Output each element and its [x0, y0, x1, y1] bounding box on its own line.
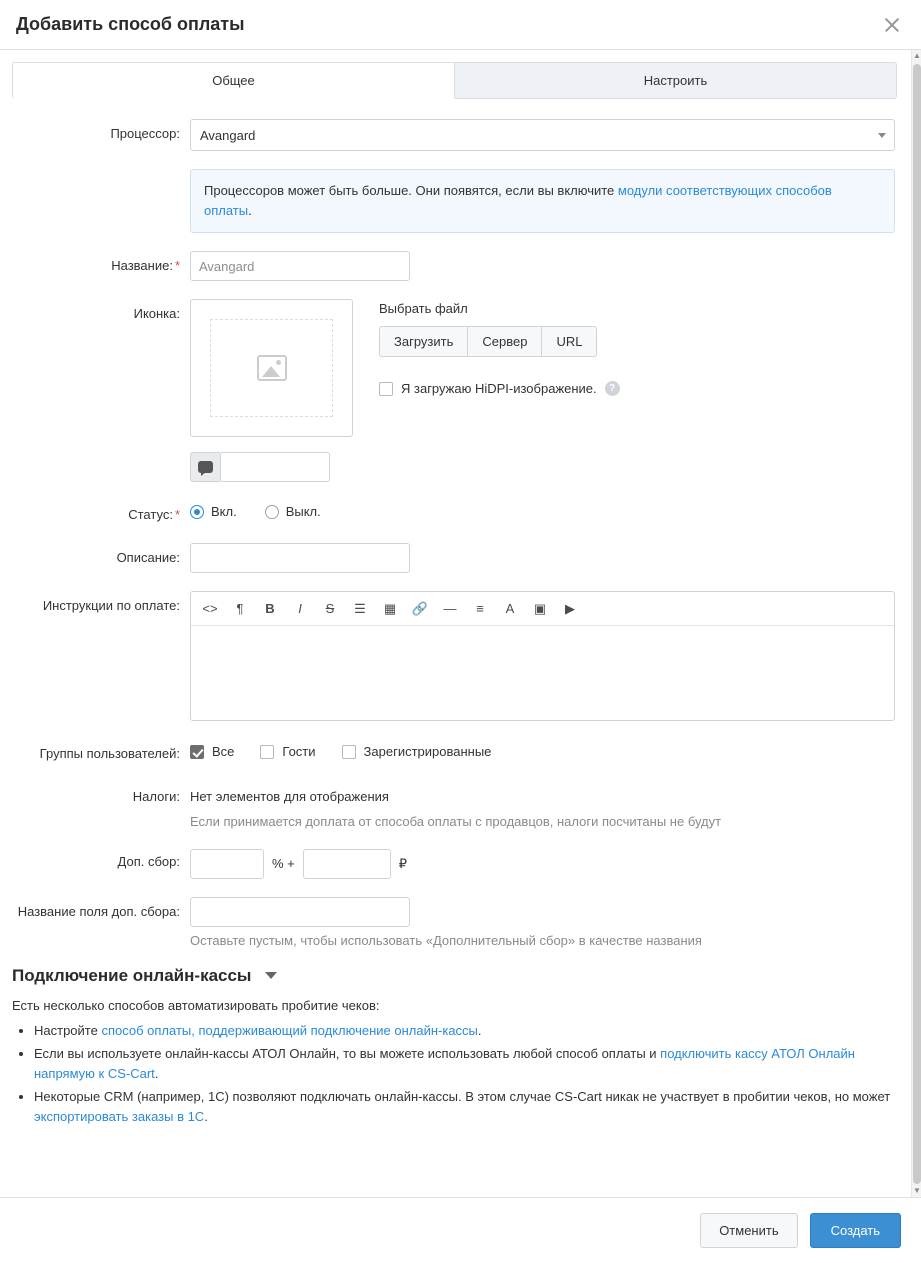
image-icon[interactable]: ▣	[533, 600, 547, 616]
name-input[interactable]	[190, 251, 410, 281]
required-marker: *	[174, 258, 180, 274]
modal-body	[0, 50, 921, 1197]
modal-footer	[0, 1197, 921, 1263]
user-group-registered-label: Зарегистрированные	[363, 744, 492, 760]
source-code-icon[interactable]: <>	[202, 601, 218, 617]
taxes-hint: Если принимается доплата от способа оплаты с продавцов, налоги посчитаны не будут	[190, 813, 722, 829]
surcharge-absolute-input[interactable]	[303, 849, 391, 879]
section-title: Подключение онлайн-кассы	[12, 965, 252, 985]
hidpi-row	[379, 381, 620, 396]
surcharge-title-hint: Оставьте пустым, чтобы использовать «Дополнительный сбор» в качестве названия	[190, 932, 702, 948]
bullet-1-after: .	[477, 1022, 482, 1038]
rich-text-editor	[190, 591, 895, 721]
payment-method-cashier-link[interactable]: способ оплаты, поддерживающий подключение онлайн-кассы	[101, 1022, 478, 1038]
upload-button[interactable]: Загрузить	[379, 326, 468, 357]
export-orders-1c-link[interactable]: экспортировать заказы в 1С	[34, 1109, 205, 1125]
strikethrough-icon[interactable]: S	[325, 601, 335, 617]
user-group-guests-label: Гости	[282, 744, 316, 760]
icon-alt-row	[190, 452, 909, 482]
icon-placeholder	[210, 319, 333, 417]
online-cashier-section-header[interactable]	[12, 966, 909, 986]
description-input[interactable]	[190, 543, 410, 573]
required-marker-status: *	[174, 507, 180, 523]
list-item	[34, 1087, 909, 1127]
field-row-taxes	[12, 782, 909, 829]
icon-label: Иконка:	[133, 306, 180, 322]
notice-text-after: .	[248, 203, 252, 219]
payment-modules-link[interactable]: модули соответствующих способов оплаты	[204, 183, 832, 219]
page-title: Добавить способ оплаты	[16, 14, 245, 34]
user-group-all[interactable]	[190, 744, 234, 759]
tab-bar	[12, 62, 897, 99]
user-group-all-label: Все	[212, 744, 235, 760]
surcharge-title-input[interactable]	[190, 897, 410, 927]
text-color-icon[interactable]: A	[505, 601, 515, 617]
vertical-scrollbar[interactable]	[911, 50, 921, 1197]
user-group-guests[interactable]	[260, 744, 315, 759]
speech-bubble-icon	[198, 461, 213, 473]
bullet-2-before: Если вы используете онлайн-кассы АТОЛ Онлайн, то вы можете использовать любой способ оплаты и	[34, 1045, 661, 1061]
bold-icon[interactable]: B	[265, 601, 275, 617]
bullet-list-icon[interactable]: ☰	[354, 600, 366, 616]
field-row-notice	[12, 169, 909, 233]
instructions-label: Инструкции по оплате:	[42, 598, 180, 614]
surcharge-percent-input[interactable]	[190, 849, 264, 879]
user-group-registered[interactable]	[342, 744, 492, 759]
section-bullet-list	[12, 1021, 909, 1128]
url-button[interactable]: URL	[541, 326, 597, 357]
horizontal-rule-icon[interactable]: —	[443, 601, 457, 617]
video-icon[interactable]: ▶	[565, 600, 575, 616]
field-row-processor	[12, 119, 909, 151]
status-radio-off[interactable]	[265, 505, 279, 519]
field-row-description	[12, 543, 909, 573]
italic-icon[interactable]: I	[298, 601, 302, 617]
tab-general[interactable]: Общее	[12, 62, 455, 99]
processor-notice	[190, 169, 895, 233]
section-intro: Есть несколько способов автоматизировать пробитие чеков:	[12, 997, 380, 1013]
scroll-up-icon[interactable]: ▲	[913, 51, 921, 60]
bullet-2-after: .	[154, 1066, 159, 1082]
field-row-user-groups	[12, 739, 909, 764]
status-radio-on[interactable]	[190, 505, 204, 519]
taxes-empty-text: Нет элементов для отображения	[190, 788, 389, 804]
field-row-surcharge-title	[12, 897, 909, 948]
surcharge-separator: % +	[272, 856, 295, 872]
notice-spacer	[12, 169, 190, 233]
processor-label: Процессор:	[110, 126, 180, 141]
bullet-3-after: .	[204, 1109, 208, 1125]
icon-alt-input[interactable]	[220, 452, 330, 482]
chevron-down-icon	[878, 133, 886, 138]
scroll-down-icon[interactable]: ▼	[913, 1186, 921, 1195]
surcharge-title-label: Название поля доп. сбора:	[17, 903, 180, 919]
scrollbar-thumb[interactable]	[913, 64, 921, 1184]
question-icon[interactable]: ?	[605, 381, 620, 396]
atol-online-link[interactable]: подключить кассу АТОЛ Онлайн напрямую к CS-Cart	[34, 1045, 855, 1082]
list-item	[34, 1021, 909, 1041]
editor-content-area[interactable]	[191, 626, 894, 720]
bullet-3-before: Некоторые CRM (например, 1С) позволяют подключать онлайн-кассы. В этом случае CS-Cart никак не участвует в пробитии чеков, но может	[34, 1089, 891, 1105]
status-radio-group	[190, 500, 909, 519]
status-label-text: Статус:	[128, 507, 173, 523]
user-groups-checkboxes	[190, 739, 909, 759]
user-group-guests-checkbox[interactable]	[260, 745, 274, 759]
status-label	[12, 500, 190, 525]
field-row-status	[12, 500, 909, 525]
paragraph-icon[interactable]: ¶	[236, 601, 244, 617]
processor-select-value: Avangard	[200, 127, 256, 143]
user-groups-label: Группы пользователей:	[39, 746, 180, 762]
field-row-icon	[12, 299, 909, 482]
image-placeholder-icon	[257, 355, 287, 381]
choose-file-label: Выбрать файл	[379, 301, 468, 317]
user-group-all-checkbox[interactable]	[190, 745, 204, 759]
notice-text-before: Процессоров может быть больше. Они появятся, если вы включите	[204, 183, 618, 198]
taxes-label: Налоги:	[132, 788, 180, 804]
processor-select[interactable]	[190, 119, 895, 151]
upload-button-group	[379, 326, 620, 357]
hidpi-label: Я загружаю HiDPI-изображение.	[401, 381, 597, 397]
align-icon[interactable]: ≡	[476, 601, 484, 617]
table-icon[interactable]: ▦	[383, 600, 397, 616]
name-label	[12, 251, 190, 281]
chevron-down-icon[interactable]	[265, 972, 277, 979]
editor-toolbar	[191, 592, 894, 626]
link-icon[interactable]: 🔗	[411, 600, 429, 616]
name-label-text: Название:	[111, 258, 173, 274]
icon-preview[interactable]	[190, 299, 353, 437]
surcharge-inputs	[190, 847, 909, 879]
description-label: Описание:	[116, 550, 180, 566]
status-label-on: Вкл.	[211, 504, 237, 520]
modal-header	[0, 0, 921, 50]
field-row-instructions	[12, 591, 909, 721]
tab-configure[interactable]: Настроить	[455, 62, 897, 99]
bullet-1-before: Настройте	[34, 1022, 102, 1038]
cancel-button[interactable]: Отменить	[700, 1213, 797, 1248]
alt-text-icon	[190, 452, 220, 482]
surcharge-label: Доп. сбор:	[117, 853, 180, 869]
field-row-surcharge	[12, 847, 909, 879]
server-button[interactable]: Сервер	[467, 326, 542, 357]
status-label-off: Выкл.	[285, 504, 321, 520]
hidpi-checkbox[interactable]	[379, 382, 393, 396]
list-item	[34, 1044, 909, 1084]
close-icon[interactable]	[879, 12, 905, 38]
surcharge-currency: ₽	[398, 855, 408, 871]
field-row-name	[12, 251, 909, 281]
user-group-registered-checkbox[interactable]	[342, 745, 356, 759]
create-button[interactable]: Создать	[810, 1213, 901, 1248]
